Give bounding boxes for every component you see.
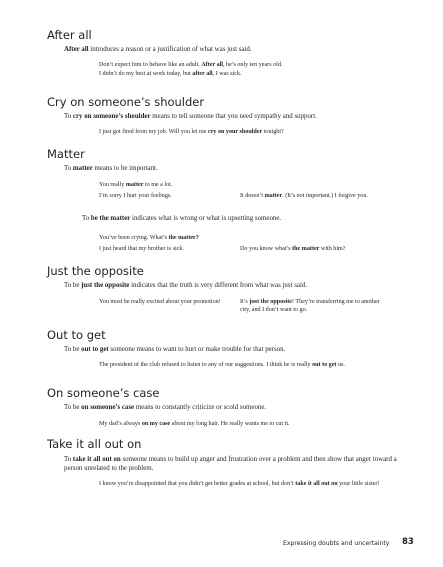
example-out-to-get: The president of the club refused to listen to any of our suggestions. I think he is really out to get us. bbox=[99, 362, 345, 368]
example-after-all-2: I didn’t do my best at work today, but after all, I was sick. bbox=[99, 71, 242, 77]
example-matter-1: You really matter to me a lot. bbox=[99, 182, 173, 188]
example-be-the-matter-2: I just heard that my brother is sick. bbox=[99, 246, 184, 252]
example-after-all-1: Don’t expect him to behave like an adult. After all, he’s only ten years old. bbox=[99, 62, 283, 68]
example-matter-2: I’m sorry I hurt your feelings. bbox=[99, 193, 172, 199]
page-number: 83 bbox=[402, 537, 414, 547]
entry-heading-just-the-opposite: Just the opposite bbox=[47, 264, 144, 278]
definition-just-the-opposite: To be just the opposite indicates that the truth is very different from what was just said. bbox=[64, 282, 308, 289]
definition-take-it-all-out-on: To take it all out on someone means to build up anger and frustration over a problem and then show that anger toward a person unrelated to the problem. bbox=[64, 456, 397, 472]
entry-heading-on-someones-case: On someone’s case bbox=[47, 386, 160, 400]
definition-after-all: After all introduces a reason or a justification of what was just said. bbox=[64, 46, 252, 53]
example-on-someones-case: My dad’s always on my case about my long hair. He really wants me to cut it. bbox=[99, 421, 290, 427]
definition-cry-on-shoulder: To cry on someone’s shoulder means to tell someone that you need sympathy and support. bbox=[64, 113, 317, 120]
example-just-the-opposite: You must be really excited about your promotion! bbox=[99, 299, 221, 305]
definition-matter: To matter means to be important. bbox=[64, 165, 158, 172]
running-title: Expressing doubts and uncertainty bbox=[283, 540, 390, 547]
definition-out-to-get: To be out to get someone means to want to hurt or make trouble for that person. bbox=[64, 346, 286, 353]
example-just-the-opposite-reply: It’s just the opposite! They’re transferring me to another city, and I don’t want to go. bbox=[240, 299, 380, 313]
definition-on-someones-case: To be on someone’s case means to constantly criticize or scold someone. bbox=[64, 404, 267, 411]
entry-heading-after-all: After all bbox=[47, 28, 92, 42]
example-be-the-matter-reply: Do you know what’s the matter with him? bbox=[240, 246, 346, 252]
entry-heading-matter: Matter bbox=[47, 147, 85, 161]
entry-heading-take-it-all-out-on: Take it all out on bbox=[47, 437, 142, 451]
example-be-the-matter-1: You’ve been crying. What’s the matter? bbox=[99, 235, 199, 241]
example-take-it-all-out-on: I know you’re disappointed that you didn’t get better grades at school, but don’t take it all out on your little sister! bbox=[99, 481, 380, 487]
entry-heading-cry-on-shoulder: Cry on someone’s shoulder bbox=[47, 95, 205, 109]
example-cry-on-shoulder: I just got fired from my job. Will you let me cry on your shoulder tonight? bbox=[99, 129, 284, 135]
entry-heading-out-to-get: Out to get bbox=[47, 328, 106, 342]
example-matter-reply: It doesn’t matter. (It’s not important.) I forgive you. bbox=[240, 193, 368, 199]
definition-be-the-matter: To be the matter indicates what is wrong or what is upsetting someone. bbox=[82, 215, 282, 222]
